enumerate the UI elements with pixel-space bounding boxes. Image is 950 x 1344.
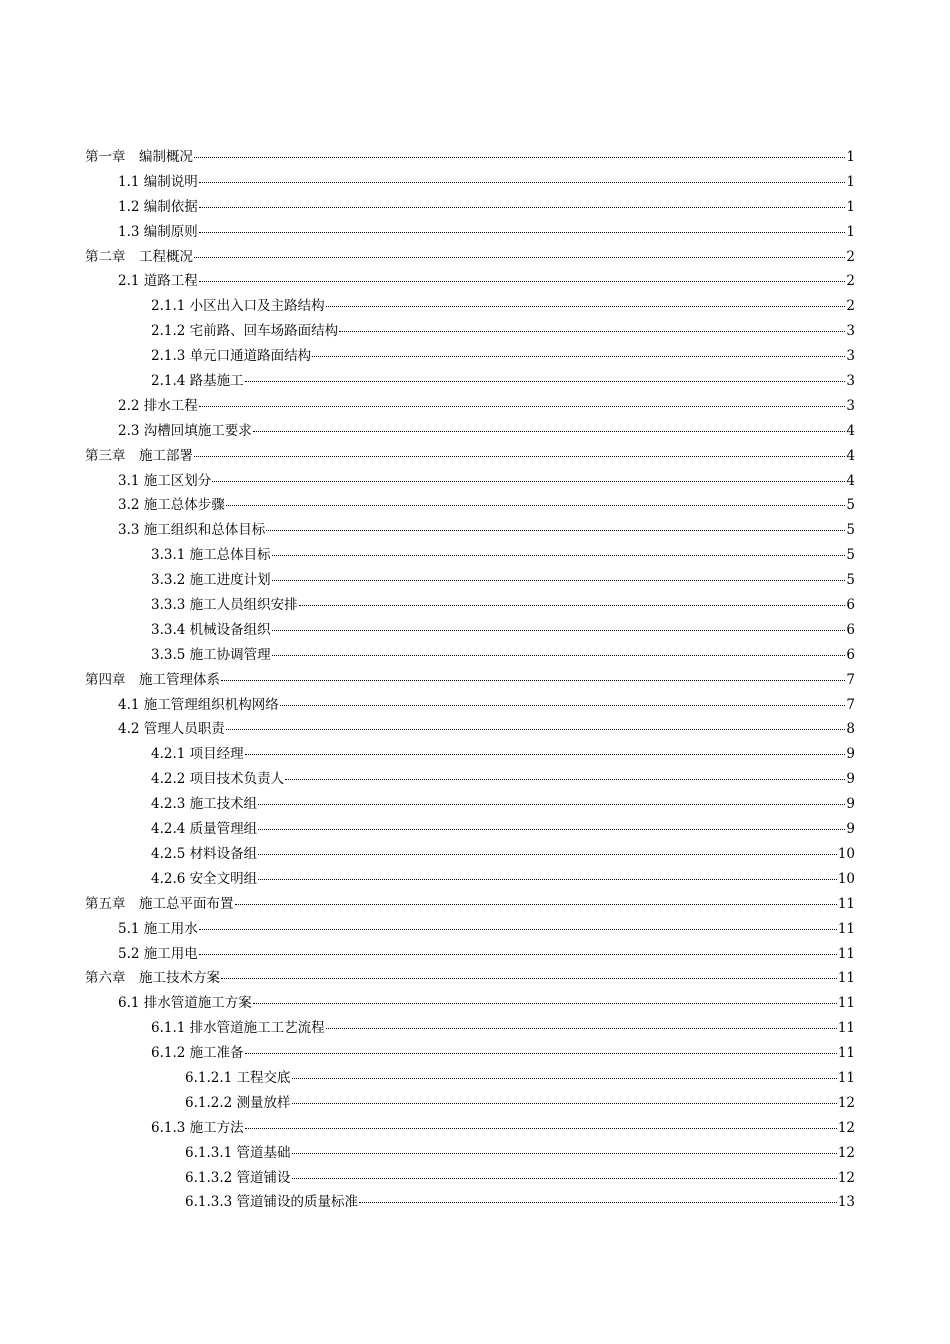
toc-entry[interactable] [85,618,855,643]
toc-entry[interactable] [85,1041,855,1066]
toc-entry[interactable] [85,693,855,718]
toc-entry-page-number: 1 [846,223,855,240]
toc-entry-page-number: 12 [837,1144,855,1161]
toc-entry[interactable] [85,444,855,469]
dot-leader [258,829,845,830]
toc-entry[interactable] [85,195,855,220]
toc-entry[interactable] [85,1190,855,1215]
toc-entry[interactable] [85,767,855,792]
toc-entry[interactable] [85,1141,855,1166]
toc-entry-page-number: 4 [846,422,855,439]
toc-entry-page-number: 3 [846,348,855,365]
toc-entry[interactable] [85,867,855,892]
toc-entry[interactable] [85,245,855,270]
toc-entry-title: 4.1 施工管理组织机构网络 [118,696,279,713]
toc-entry[interactable] [85,568,855,593]
dot-leader [245,754,846,755]
toc-entry-title: 4.2.6 安全文明组 [151,870,258,887]
toc-entry-page-number: 4 [846,447,855,464]
toc-entry-title: 第四章 施工管理体系 [85,671,220,688]
toc-entry-title: 6.1.2.1 工程交底 [185,1069,291,1086]
dot-leader [272,580,846,581]
toc-entry-page-number: 3 [846,373,855,390]
toc-entry-title: 4.2 管理人员职责 [118,721,225,738]
dot-leader [272,655,846,656]
toc-entry-page-number: 9 [846,771,855,788]
toc-entry-title: 3.3.1 施工总体目标 [151,547,271,564]
toc-entry[interactable] [85,170,855,195]
toc-entry[interactable] [85,991,855,1016]
toc-entry-title: 第五章 施工总平面布置 [85,895,234,912]
toc-entry-title: 2.1.3 单元口通道路面结构 [151,348,312,365]
toc-entry[interactable] [85,817,855,842]
dot-leader [253,431,846,432]
dot-leader [280,705,846,706]
toc-entry[interactable] [85,917,855,942]
toc-entry[interactable] [85,1116,855,1141]
dot-leader [272,555,846,556]
toc-entry-title: 2.1.1 小区出入口及主路结构 [151,298,325,315]
toc-entry-title: 1.3 编制原则 [118,223,198,240]
toc-entry-title: 第六章 施工技术方案 [85,970,220,987]
toc-entry-title: 6.1.3.2 管道铺设 [185,1169,291,1186]
dot-leader [312,356,845,357]
toc-entry[interactable] [85,643,855,668]
dot-leader [359,1202,837,1203]
toc-entry[interactable] [85,842,855,867]
toc-entry[interactable] [85,966,855,991]
dot-leader [226,729,846,730]
toc-entry-page-number: 11 [837,970,855,987]
toc-entry-page-number: 3 [846,397,855,414]
toc-entry-title: 6.1.3.1 管道基础 [185,1144,291,1161]
toc-entry[interactable] [85,1091,855,1116]
toc-entry-page-number: 12 [837,1094,855,1111]
toc-entry-title: 2.1.2 宅前路、回车场路面结构 [151,323,339,340]
dot-leader [194,157,845,158]
toc-entry[interactable] [85,742,855,767]
dot-leader [339,331,845,332]
dot-leader [199,207,846,208]
toc-entry-page-number: 5 [846,497,855,514]
dot-leader [266,530,845,531]
toc-entry-page-number: 13 [837,1194,855,1211]
toc-entry[interactable] [85,668,855,693]
toc-entry-title: 6.1.3 施工方法 [151,1119,244,1136]
toc-entry-page-number: 8 [846,721,855,738]
dot-leader [253,1003,837,1004]
dot-leader [245,1053,837,1054]
toc-entry-page-number: 11 [837,1045,855,1062]
toc-entry[interactable] [85,518,855,543]
toc-entry-page-number: 3 [846,323,855,340]
toc-entry-page-number: 1 [846,149,855,165]
toc-entry-title: 6.1 排水管道施工方案 [118,995,252,1012]
dot-leader [292,1178,837,1179]
toc-entry-title: 4.2.5 材料设备组 [151,845,258,862]
toc-entry-page-number: 10 [837,870,855,887]
toc-entry-title: 第二章 工程概况 [85,248,193,265]
toc-entry[interactable] [85,792,855,817]
dot-leader [221,978,837,979]
toc-entry-page-number: 5 [846,547,855,564]
toc-entry-title: 3.3 施工组织和总体目标 [118,522,266,539]
dot-leader [326,1028,837,1029]
toc-entry[interactable] [85,543,855,568]
toc-entry-page-number: 11 [837,1069,855,1086]
toc-entry-title: 3.1 施工区划分 [118,472,212,489]
toc-entry-page-number: 5 [846,572,855,589]
toc-entry-page-number: 11 [837,920,855,937]
dot-leader [245,381,846,382]
dot-leader [235,904,837,905]
toc-entry-page-number: 1 [846,198,855,215]
toc-entry[interactable] [85,344,855,369]
toc-entry-page-number: 6 [846,597,855,614]
toc-entry[interactable] [85,1166,855,1191]
toc-entry[interactable] [85,1016,855,1041]
toc-entry-title: 2.2 排水工程 [118,397,198,414]
dot-leader [199,281,846,282]
dot-leader [292,1078,837,1079]
dot-leader [299,605,846,606]
toc-entry-page-number: 5 [846,522,855,539]
dot-leader [199,182,846,183]
toc-entry[interactable] [85,294,855,319]
dot-leader [194,456,845,457]
toc-entry-page-number: 10 [837,845,855,862]
toc-entry-title: 4.2.3 施工技术组 [151,796,258,813]
toc-entry-title: 3.3.3 施工人员组织安排 [151,597,298,614]
toc-entry-title: 4.2.4 质量管理组 [151,821,258,838]
toc-entry-page-number: 1 [846,173,855,190]
dot-leader [326,306,846,307]
toc-entry-title: 5.2 施工用电 [118,945,198,962]
table-of-contents [85,145,855,1215]
toc-entry-title: 4.2.2 项目技术负责人 [151,771,285,788]
toc-entry[interactable] [85,1066,855,1091]
toc-entry-title: 4.2.1 项目经理 [151,746,244,763]
toc-entry[interactable] [85,220,855,245]
dot-leader [272,630,846,631]
toc-entry-title: 第三章 施工部署 [85,447,193,464]
dot-leader [285,779,845,780]
dot-leader [258,854,837,855]
toc-entry-page-number: 2 [846,248,855,265]
toc-entry[interactable] [85,717,855,742]
toc-entry-title: 1.2 编制依据 [118,198,198,215]
toc-entry[interactable] [85,394,855,419]
toc-entry-title: 3.3.5 施工协调管理 [151,646,271,663]
dot-leader [199,406,846,407]
toc-entry-page-number: 2 [846,298,855,315]
toc-entry-page-number: 12 [837,1119,855,1136]
toc-entry[interactable] [85,319,855,344]
toc-entry-page-number: 11 [837,1020,855,1037]
dot-leader [212,481,845,482]
toc-entry-page-number: 6 [846,646,855,663]
toc-entry-page-number: 4 [846,472,855,489]
toc-entry-title: 6.1.2.2 测量放样 [185,1094,291,1111]
toc-entry-title: 6.1.2 施工准备 [151,1045,244,1062]
toc-entry-title: 5.1 施工用水 [118,920,198,937]
toc-entry-title: 3.3.4 机械设备组织 [151,621,271,638]
toc-entry[interactable] [85,369,855,394]
toc-entry-page-number: 7 [846,671,855,688]
toc-entry-page-number: 6 [846,621,855,638]
toc-entry-page-number: 9 [846,821,855,838]
toc-entry-page-number: 7 [846,696,855,713]
dot-leader [199,232,846,233]
toc-entry-title: 1.1 编制说明 [118,173,198,190]
toc-entry-title: 2.1.4 路基施工 [151,373,244,390]
toc-entry-page-number: 11 [837,945,855,962]
toc-entry[interactable] [85,892,855,917]
toc-entry[interactable] [85,469,855,494]
toc-entry-title: 6.1.3.3 管道铺设的质量标准 [185,1194,359,1211]
dot-leader [258,804,845,805]
toc-entry-title: 第一章 编制概况 [85,149,193,165]
toc-entry-title: 2.3 沟槽回填施工要求 [118,422,252,439]
toc-entry[interactable] [85,493,855,518]
toc-entry[interactable] [85,942,855,967]
dot-leader [226,505,846,506]
dot-leader [292,1103,837,1104]
toc-entry-page-number: 12 [837,1169,855,1186]
toc-entry-page-number: 11 [837,895,855,912]
dot-leader [245,1128,837,1129]
toc-entry[interactable] [85,419,855,444]
toc-entry-title: 3.2 施工总体步骤 [118,497,225,514]
toc-entry-page-number: 2 [846,273,855,290]
toc-entry-title: 2.1 道路工程 [118,273,198,290]
dot-leader [292,1153,837,1154]
toc-entry-page-number: 9 [846,746,855,763]
dot-leader [258,879,837,880]
dot-leader [194,257,845,258]
toc-entry-page-number: 11 [837,995,855,1012]
dot-leader [199,954,837,955]
toc-entry-title: 6.1.1 排水管道施工工艺流程 [151,1020,325,1037]
toc-entry[interactable] [85,269,855,294]
toc-entry-title: 3.3.2 施工进度计划 [151,572,271,589]
toc-entry[interactable] [85,593,855,618]
dot-leader [199,929,837,930]
dot-leader [221,680,845,681]
toc-entry-page-number: 9 [846,796,855,813]
toc-entry[interactable] [85,145,855,170]
